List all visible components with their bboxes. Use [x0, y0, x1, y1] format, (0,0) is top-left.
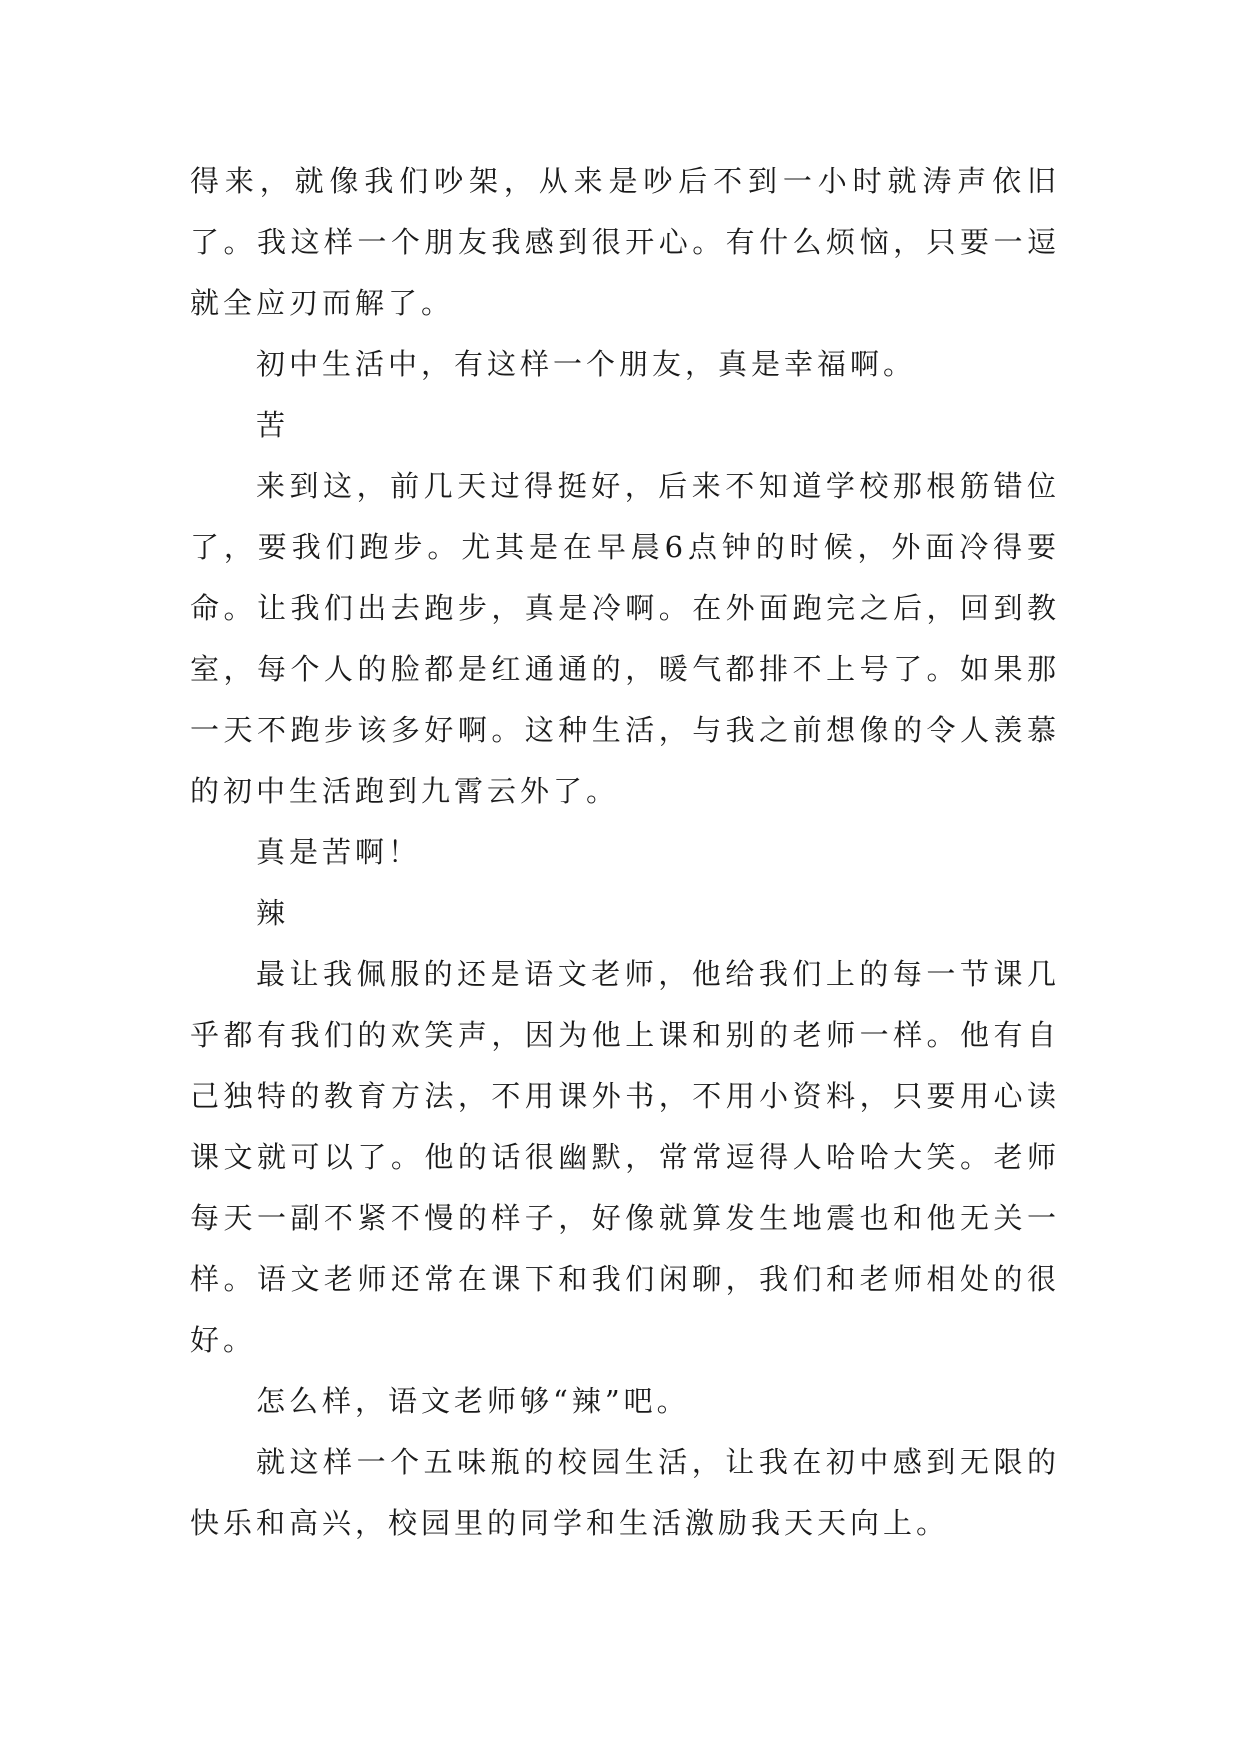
document-body [190, 151, 1060, 1554]
paragraph-conclusion: 就这样一个五味瓶的校园生活，让我在初中感到无限的快乐和高兴，校园里的同学和生活激励我天天向上。 [190, 1445, 1060, 1540]
paragraph-running: 来到这，前几天过得挺好，后来不知道学校那根筋错位了，要我们跑步。尤其是在早晨6点钟的时候，外面冷得要命。让我们出去跑步，真是冷啊。在外面跑完之后，回到教室，每个人的脸都是红通通的，暖气都排不上号了。如果那一天不跑步该多好啊。这种生活，与我之前想像的令人羡慕的初中生活跑到九霄云外了。 [190, 469, 1060, 808]
section-heading-spicy: 辣 [256, 896, 290, 930]
paragraph-continuation: 得来，就像我们吵架，从来是吵后不到一小时就涛声依旧了。我这样一个朋友我感到很开心。有什么烦恼，只要一逗就全应刃而解了。 [190, 164, 1060, 320]
paragraph-friend-summary: 初中生活中，有这样一个朋友，真是幸福啊。 [256, 347, 917, 381]
section-heading-bitter: 苦 [256, 408, 290, 442]
paragraph-chinese-teacher: 最让我佩服的还是语文老师，他给我们上的每一节课几乎都有我们的欢笑声，因为他上课和别的老师一样。他有自己独特的教育方法，不用课外书，不用小资料，只要用心读课文就可以了。他的话很幽默，常常逗得人哈哈大笑。老师每天一副不紧不慢的样子，好像就算发生地震也和他无关一样。语文老师还常在课下和我们闲聊，我们和老师相处的很好。 [190, 957, 1060, 1357]
paragraph-spicy-summary: 怎么样，语文老师够“辣”吧。 [256, 1384, 690, 1418]
paragraph-bitter-summary: 真是苦啊！ [256, 835, 422, 869]
